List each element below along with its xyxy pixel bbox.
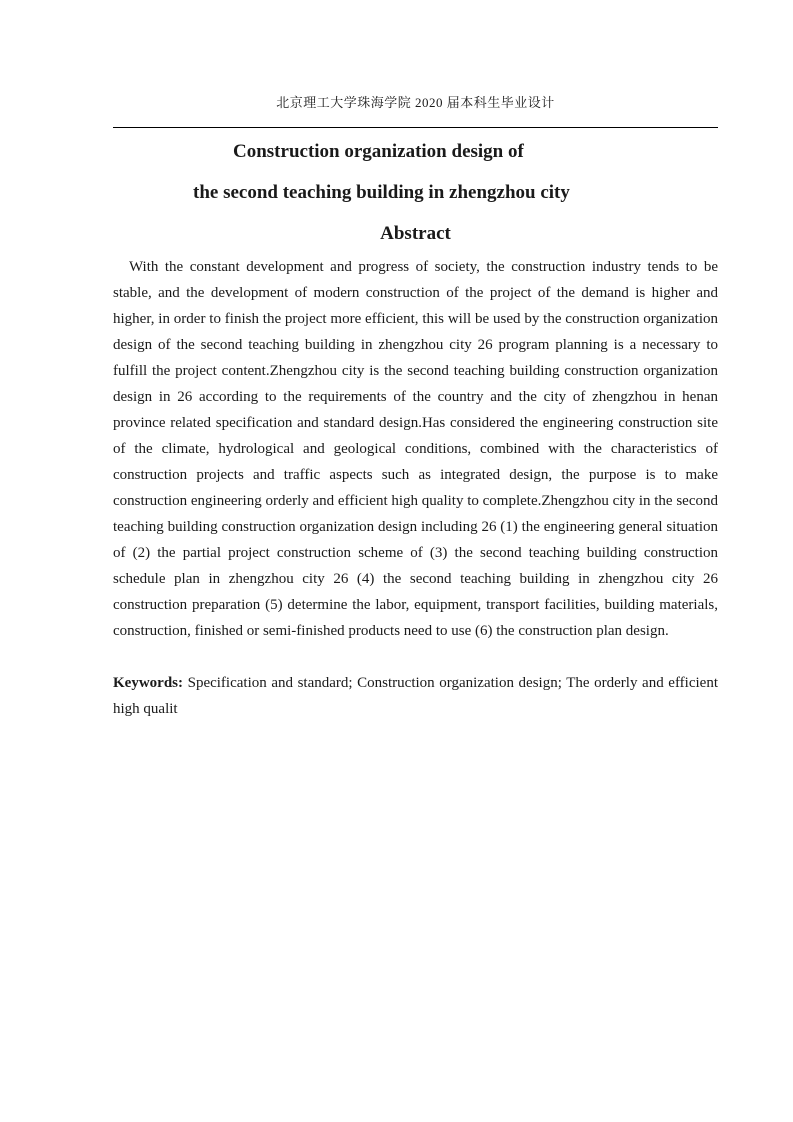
title-line-1: Construction organization design of: [233, 141, 524, 162]
keywords-text: Specification and standard; Construction organization design; The orderly and efficient high qualit: [113, 675, 718, 717]
abstract-body: With the constant development and progress of society, the construction industry tends to be stable, and the development of modern construction of the project of the demand is higher and higher, in order to finish the project more efficient, this will be used by the construction organization design of the second teaching building in zhengzhou city 26 program planning is a necessary to fulfill the project content.Zhengzhou city is the second teaching building construction organization design in 26 according to the requirements of the country and the city of zhengzhou in henan province related specification and standard design.Has considered the engineering construction site of the climate, hydrological and geological conditions, combined with the characteristics of construction projects and traffic aspects such as integrated design, the purpose is to make construction engineering orderly and efficient high quality to complete.Zhengzhou city in the second teaching building construction organization design including 26 (1) the engineering general situation of (2) the partial project construction scheme of (3) the second teaching building construction schedule plan in zhengzhou city 26 (4) the second teaching building in zhengzhou city 26 construction preparation (5) determine the labor, equipment, transport facilities, building materials, construction, finished or semi-finished products need to use (6) the construction plan design.: [113, 259, 718, 639]
running-header: 北京理工大学珠海学院 2020 届本科生毕业设计: [276, 95, 555, 110]
abstract-heading: Abstract: [380, 223, 451, 244]
header-divider: [113, 127, 718, 128]
keywords-label: Keywords:: [113, 675, 183, 691]
title-line-2: the second teaching building in zhengzhou city: [193, 182, 570, 203]
keywords-paragraph: [113, 670, 718, 722]
